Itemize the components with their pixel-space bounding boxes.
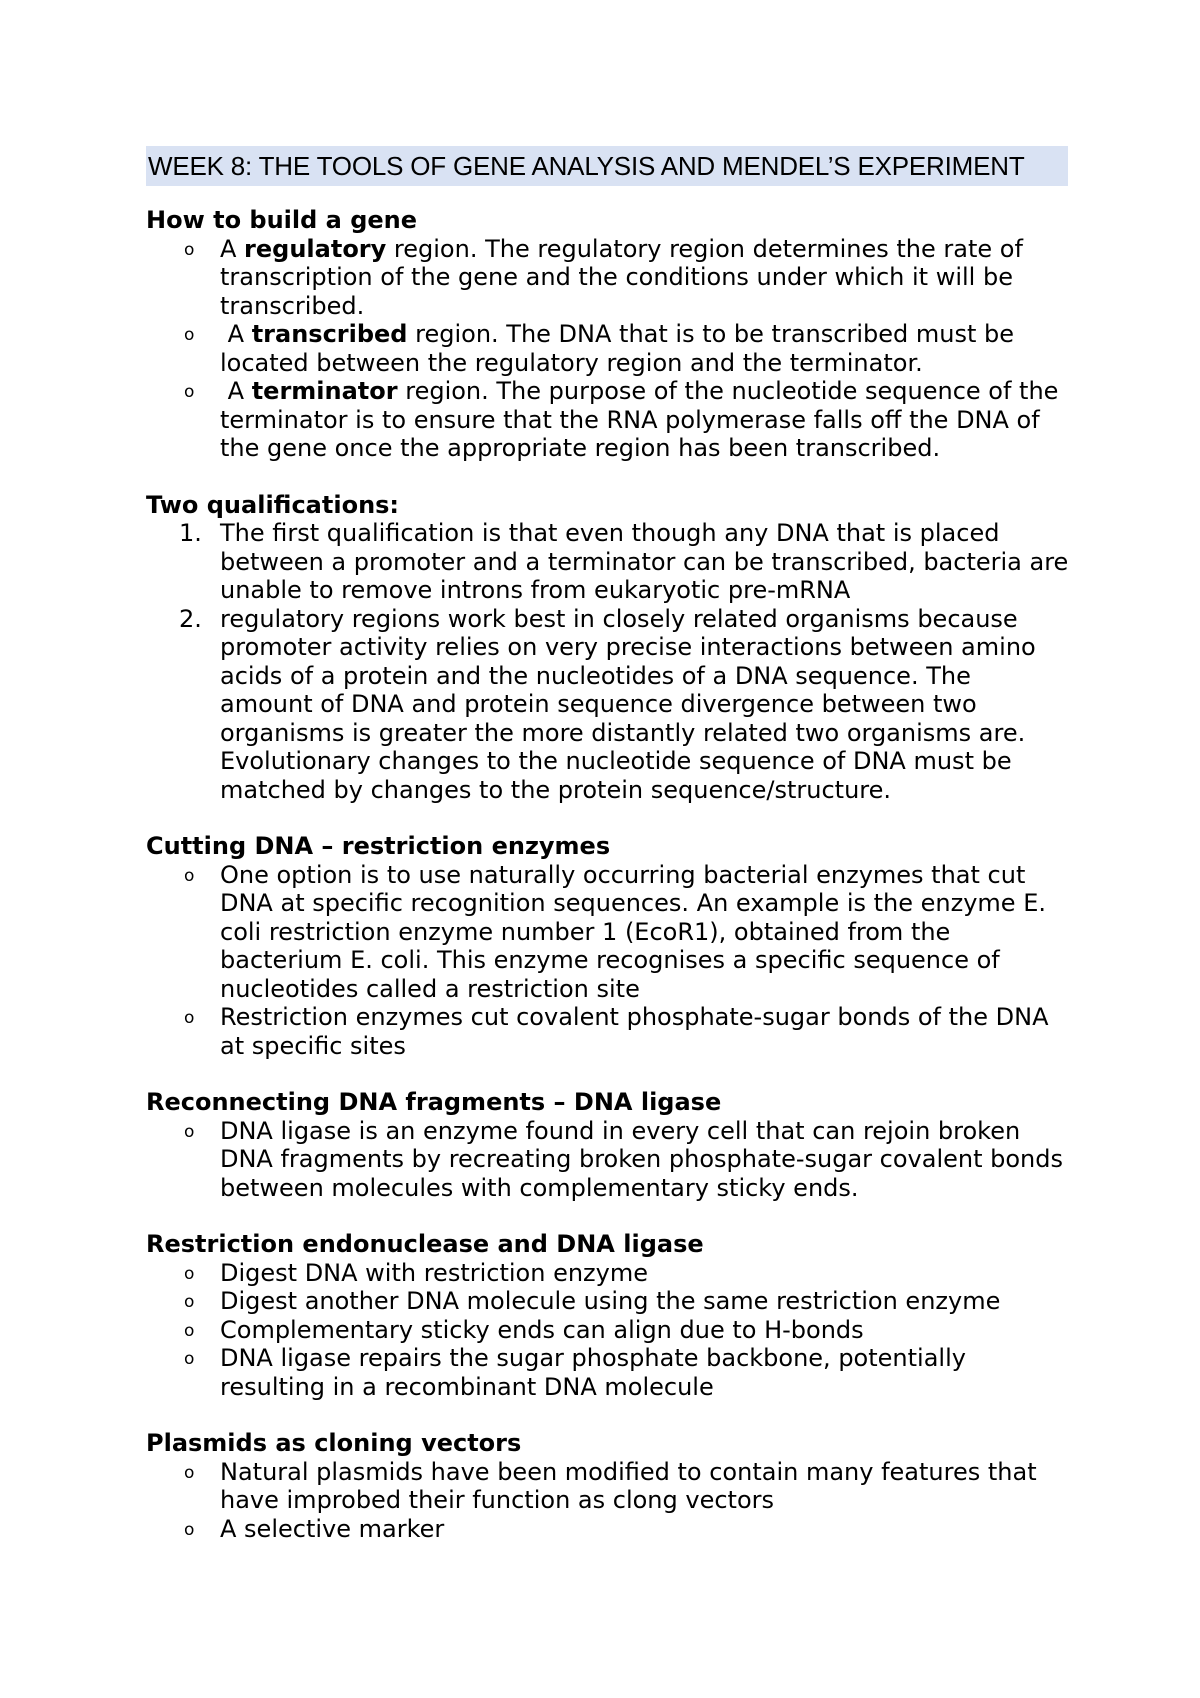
bullet-list	[146, 1259, 1071, 1402]
item-text: Restriction enzymes cut covalent phosphate-sugar bonds of the DNA at specific sites	[220, 1003, 1049, 1060]
section-dna-ligase	[146, 1088, 1071, 1202]
document-title: WEEK 8: THE TOOLS OF GENE ANALYSIS AND MENDEL’S EXPERIMENT	[146, 146, 1068, 186]
list-number: 2.	[179, 604, 202, 633]
list-item	[146, 519, 1071, 605]
item-text: Natural plasmids have been modified to contain many features that have improbed their function as clong vectors	[220, 1457, 1037, 1514]
bullet-icon: o	[184, 1519, 195, 1540]
section-heading: Two qualifications:	[146, 490, 400, 519]
item-bold-term: transcribed	[251, 320, 408, 348]
bullet-list	[146, 235, 1071, 463]
bullet-icon: o	[184, 1292, 195, 1312]
item-text: DNA ligase is an enzyme found in every cell that can rejoin broken DNA fragments by recreating broken phosphate-sugar covalent bonds between molecules with complementary sticky ends.	[220, 1116, 1063, 1202]
list-item	[146, 1458, 1071, 1515]
bullet-icon: o	[184, 382, 195, 402]
list-item	[146, 1259, 1071, 1288]
section-endonuclease-ligase	[146, 1230, 1071, 1401]
bullet-list	[146, 1117, 1071, 1203]
list-item	[146, 1344, 1071, 1401]
item-text: The first qualification is that even though any DNA that is placed between a promoter and a terminator can be transcribed, bacteria are unable to remove introns from eukaryotic pre-mRNA	[220, 519, 1069, 604]
list-item	[146, 1316, 1071, 1345]
section-two-qualifications	[146, 491, 1071, 805]
section-heading: Cutting DNA – restriction enzymes	[146, 832, 611, 860]
list-item	[146, 605, 1071, 805]
document-page	[146, 146, 1071, 1571]
bullet-icon: o	[184, 865, 195, 886]
item-bold-term: regulatory	[244, 234, 387, 263]
bullet-icon: o	[184, 1008, 195, 1028]
section-cutting-dna	[146, 832, 1071, 1060]
bullet-list	[146, 1458, 1071, 1544]
bullet-icon: o	[184, 239, 195, 260]
bullet-list	[146, 861, 1071, 1061]
list-item	[146, 861, 1071, 1004]
item-text: region. The purpose of the nucleotide sequence of the terminator is to ensure that the RNA polymerase falls off the DNA of the gene once the appropriate region has been transcribed.	[220, 377, 1059, 462]
item-text: Complementary sticky ends can align due to H-bonds	[220, 1315, 864, 1344]
item-text: DNA ligase repairs the sugar phosphate backbone, potentially resulting in a recombinant DNA molecule	[220, 1344, 966, 1401]
item-text: A	[220, 234, 245, 263]
section-build-gene	[146, 206, 1071, 463]
list-item	[146, 377, 1071, 463]
item-text: region. The regulatory region determines the rate of transcription of the gene and the conditions under which it will be transcribed.	[220, 234, 1023, 320]
item-text: One option is to use naturally occurring bacterial enzymes that cut DNA at specific recognition sequences. An example is the enzyme E. coli restriction enzyme number 1 (EcoR1), obtained from the bacterium E. coli. This enzyme recognises a specific sequence of nucleotides called a restriction site	[220, 860, 1046, 1003]
item-text: regulatory regions work best in closely related organisms because promoter activity relies on very precise interactions between amino acids of a protein and the nucleotides of a DNA sequence. The amount of DNA and protein sequence divergence between two organisms is greater the more distantly related two organisms are. Evolutionary changes to the nucleotide sequence of DNA must be matched by changes to the protein sequence/structure.	[220, 604, 1036, 804]
item-text: A	[220, 320, 252, 348]
bullet-icon: o	[184, 1320, 195, 1341]
list-item	[146, 1003, 1071, 1060]
bullet-icon: o	[184, 1263, 195, 1284]
bullet-icon: o	[184, 1349, 195, 1369]
section-heading: Restriction endonuclease and DNA ligase	[146, 1230, 704, 1258]
list-item	[146, 235, 1071, 321]
section-heading: Plasmids as cloning vectors	[146, 1429, 522, 1457]
item-text: Digest another DNA molecule using the same restriction enzyme	[220, 1287, 1001, 1315]
item-text: region. The DNA that is to be transcribed must be located between the regulatory region and the terminator.	[220, 320, 1014, 377]
item-bold-term: terminator	[251, 377, 398, 405]
bullet-icon: o	[184, 1462, 195, 1483]
bullet-icon: o	[184, 325, 195, 345]
item-text: Digest DNA with restriction enzyme	[220, 1258, 648, 1287]
list-item	[146, 320, 1071, 377]
list-item	[146, 1287, 1071, 1316]
list-number: 1.	[179, 519, 202, 547]
section-plasmids	[146, 1429, 1071, 1543]
bullet-icon: o	[184, 1121, 195, 1142]
item-text: A	[220, 377, 252, 405]
section-heading: How to build a gene	[146, 206, 418, 234]
item-text: A selective marker	[220, 1514, 445, 1543]
numbered-list	[146, 519, 1071, 804]
list-item	[146, 1117, 1071, 1203]
section-heading: Reconnecting DNA fragments – DNA ligase	[146, 1088, 722, 1116]
list-item	[146, 1515, 1071, 1544]
